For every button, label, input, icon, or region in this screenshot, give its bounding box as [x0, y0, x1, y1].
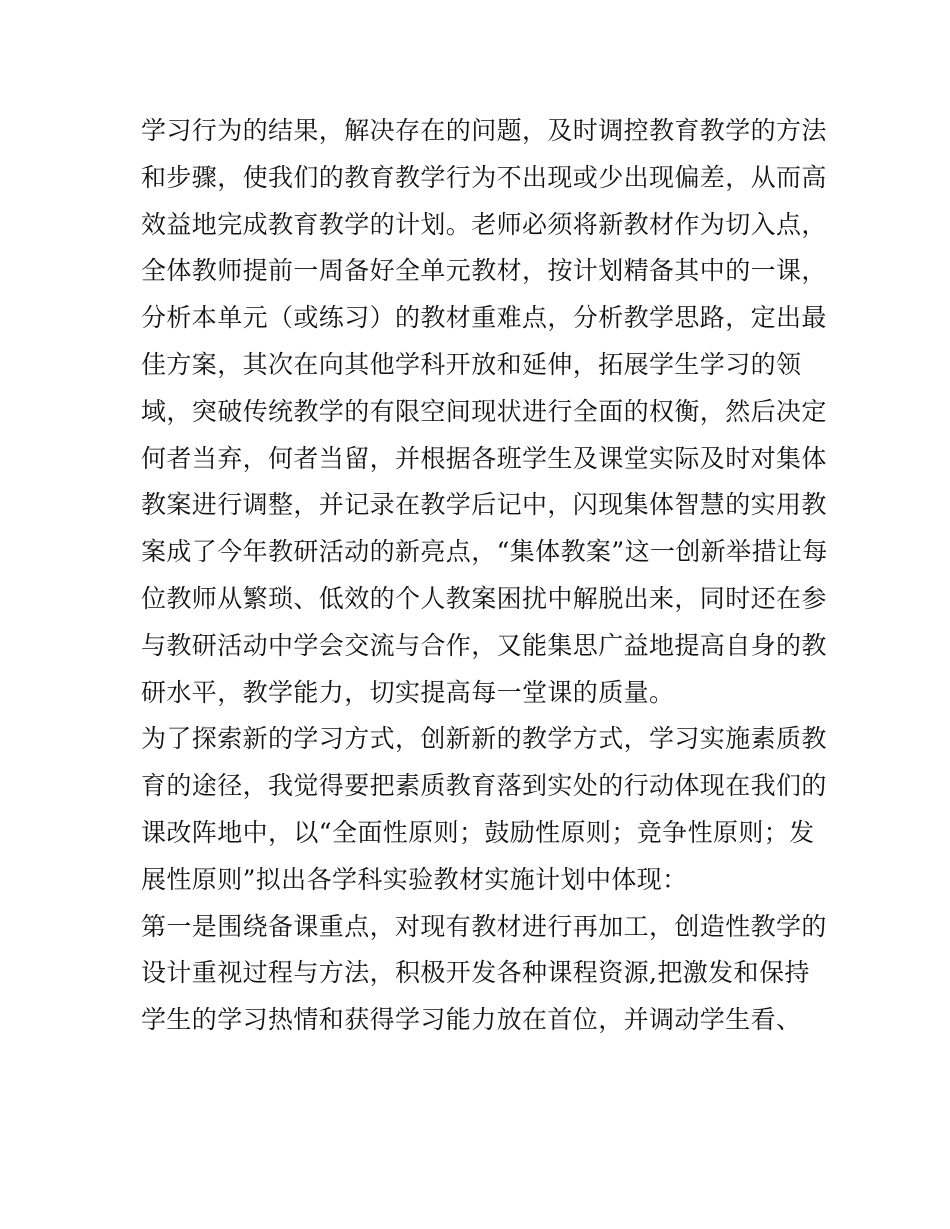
text-line-4: 全体教师提前一周备好全单元教材，按计划精备其中的一课， [141, 256, 827, 286]
text-line-12: 与教研活动中学会交流与合作，又能集思广益地提高自身的教 [141, 630, 827, 660]
text-line-10: 案成了今年教研活动的新亮点，“集体教案”这一创新举措让每 [141, 537, 828, 567]
text-line-14: 为了探索新的学习方式，创新新的教学方式，学习实施素质教 [141, 724, 827, 754]
text-line-19: 设计重视过程与方法，积极开发各种课程资源,把激发和保持 [141, 958, 810, 988]
text-line-11: 位教师从繁琐、低效的个人教案困扰中解脱出来，同时还在参 [141, 583, 827, 613]
text-line-13: 研水平，教学能力，切实提高每一堂课的质量。 [141, 677, 675, 707]
text-line-1: 学习行为的结果，解决存在的问题，及时调控教育教学的方法 [141, 116, 827, 145]
text-line-17: 展性原则”拟出各学科实验教材实施计划中体现： [141, 864, 688, 894]
text-line-18: 第一是围绕备课重点，对现有教材进行再加工，创造性教学的 [141, 911, 827, 941]
text-line-5: 分析本单元（或练习）的教材重难点，分析教学思路，定出最 [141, 303, 827, 333]
text-line-3: 效益地完成教育教学的计划。老师必须将新教材作为切入点， [141, 209, 827, 239]
text-line-20: 学生的学习热情和获得学习能力放在首位，并调动学生看、 [141, 1005, 802, 1035]
text-line-9: 教案进行调整，并记录在教学后记中，闪现集体智慧的实用教 [141, 490, 827, 520]
body-text [141, 108, 828, 1044]
text-line-6: 佳方案，其次在向其他学科开放和延伸，拓展学生学习的领 [141, 349, 802, 379]
text-line-7: 域，突破传统教学的有限空间现状进行全面的权衡，然后决定 [141, 396, 827, 426]
text-line-16: 课改阵地中，以“全面性原则；鼓励性原则；竞争性原则；发 [141, 817, 815, 847]
text-line-8: 何者当弃，何者当留，并根据各班学生及课堂实际及时对集体 [141, 443, 827, 473]
text-line-15: 育的途径，我觉得要把素质教育落到实处的行动体现在我们的 [141, 771, 827, 801]
text-line-2: 和步骤，使我们的教育教学行为不出现或少出现偏差，从而高 [141, 162, 827, 192]
